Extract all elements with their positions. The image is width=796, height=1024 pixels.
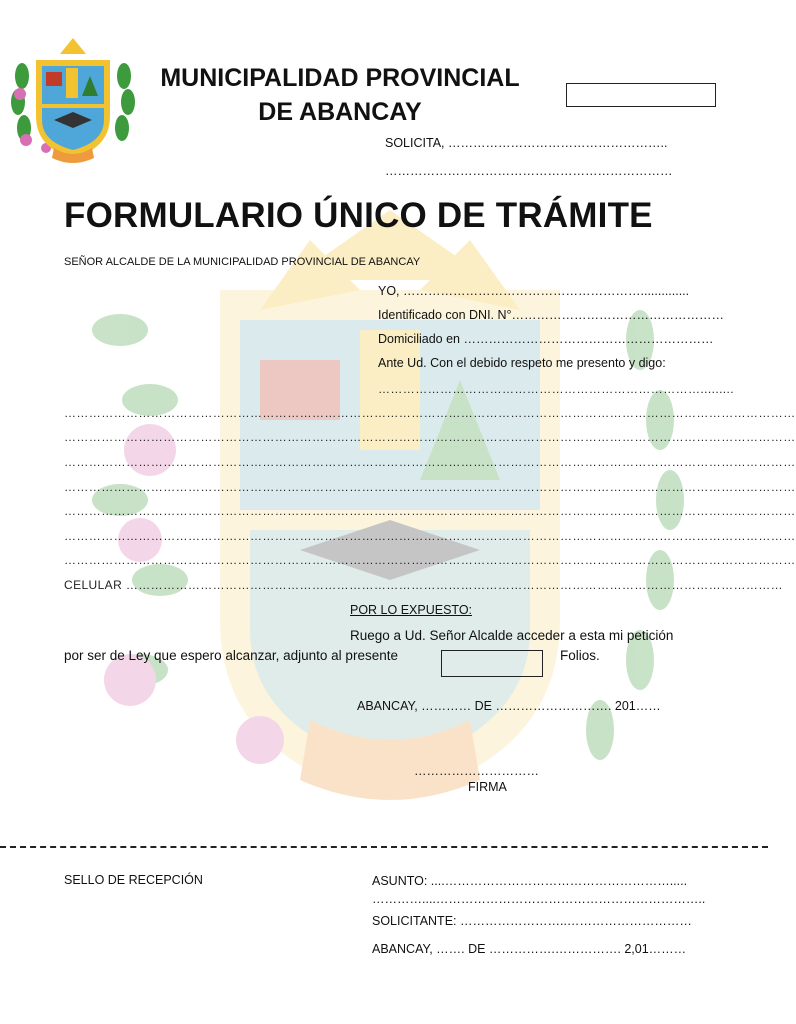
por-lo-expuesto-heading: POR LO EXPUESTO: (350, 603, 473, 617)
asunto-continuation-line[interactable]: …………....……………………………………………………….. (372, 892, 706, 906)
signature-label: FIRMA (468, 780, 507, 794)
solicitante-field[interactable]: SOLICITANTE: ……………………..………………………… (372, 914, 692, 928)
solicita-line[interactable]: SOLICITA, …………………………………………….. (385, 136, 668, 150)
date-line[interactable]: ABANCAY, ………… DE ………………………. 201…… (357, 699, 661, 713)
domicilio-field[interactable]: Domiciliado en …………………………………………………… (378, 332, 714, 346)
municipality-name-line1: MUNICIPALIDAD PROVINCIAL (160, 64, 520, 92)
reception-date-line[interactable]: ABANCAY, ……. DE …………….……………. 2,01……… (372, 942, 687, 956)
form-title: FORMULARIO ÚNICO DE TRÁMITE (64, 196, 653, 235)
left-vine-icon (92, 314, 188, 686)
municipal-crest-icon (6, 36, 140, 164)
petition-line[interactable]: …………………………………………………………………………………………………………………………………………………………… (64, 430, 796, 444)
municipality-name-line2: DE ABANCAY (258, 98, 422, 126)
signature-line[interactable]: ………………………… (414, 764, 539, 778)
petition-line[interactable]: …………………………………………………………………………………………………………………………………………………………… (64, 480, 796, 494)
petition-line-first[interactable]: ……………………………………………………………………......... (378, 382, 735, 396)
asunto-field[interactable]: ASUNTO: ....………………………………………………..... (372, 874, 688, 888)
petition-line[interactable]: …………………………………………………………………………………………………………………………………………………………… (64, 455, 796, 469)
expediente-number-box[interactable] (566, 83, 716, 107)
celular-field[interactable]: CELULAR …………………………………………………………………………………………………………………………………………… (64, 578, 784, 592)
petition-line[interactable]: …………………………………………………………………………………………………………………………………………………………… (64, 553, 796, 567)
por-ser-de-ley-line: por ser de Ley que espero alcanzar, adjunto al presente (64, 648, 398, 663)
cut-line-divider (0, 846, 768, 848)
ruego-line: Ruego a Ud. Señor Alcalde acceder a esta mi petición (350, 628, 674, 643)
ante-ud-line: Ante Ud. Con el debido respeto me presento y digo: (378, 356, 666, 370)
petition-line[interactable]: …………………………………………………………………………………………………………………………………………………………… (64, 529, 796, 543)
petition-line[interactable]: …………………………………………………………………………………………………………………………………………………………… (64, 406, 796, 420)
solicita-continuation-line[interactable]: …………………………………………………………… (385, 164, 673, 178)
folios-label: Folios. (560, 648, 600, 663)
folios-count-box[interactable] (441, 650, 543, 677)
dni-field[interactable]: Identificado con DNI. N°…………………………………………… (378, 308, 725, 322)
addressee-line: SEÑOR ALCALDE DE LA MUNICIPALIDAD PROVINCIAL DE ABANCAY (64, 256, 421, 268)
yo-field[interactable]: YO, ………………………………………………….............. (378, 284, 690, 298)
reception-stamp-label: SELLO DE RECEPCIÓN (64, 873, 203, 887)
petition-line[interactable]: …………………………………………………………………………………………………………………………………………………………… (64, 504, 796, 518)
